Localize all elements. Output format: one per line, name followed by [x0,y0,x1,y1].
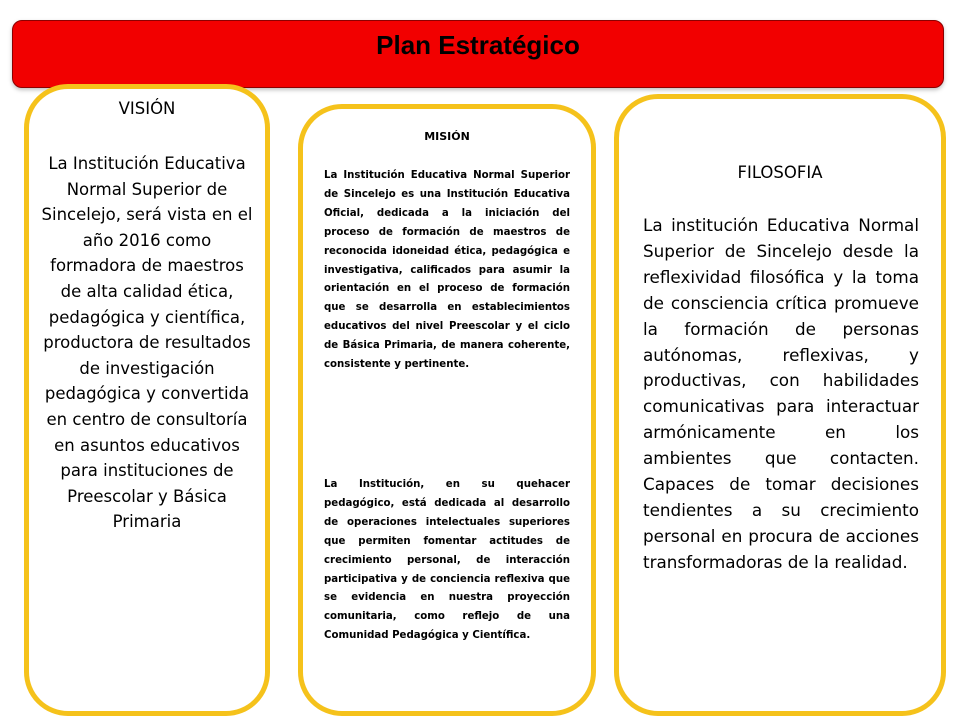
filosofia-card [614,94,946,716]
filosofia-heading: FILOSOFIA [737,163,823,182]
page-title: Plan Estratégico [376,30,580,60]
mision-card [298,104,596,716]
vision-body: La Institución Educativa Normal Superior de Sincelejo, será vista en el año 2016 como formadora de maestros de alta calidad ética, pedagógica y científica, productora de resultados de investigación pedagógica y convertida en centro de consultoría en asuntos educativos para instituciones de Preescolar y Básica Primaria [41,154,253,532]
vision-card [24,84,270,716]
mision-heading: MISIÓN [424,130,470,143]
filosofia-body: La institución Educativa Normal Superior de Sincelejo desde la reflexividad filosófica y la toma de consciencia crítica promueve la formación de personas autónomas, reflexivas, y productivas, con habilidades comunicativas para interactuar armónicamente en los ambientes que contacten. Capaces de tomar decisiones tendientes a su crecimiento personal en procura de acciones transformadoras de la realidad. [643,215,919,572]
vision-heading: VISIÓN [118,99,176,118]
title-banner [12,20,944,88]
mision-paragraph-1: La Institución Educativa Normal Superior de Sincelejo es una Institución Educativa Oficial, dedicada a la iniciación del proceso de formación de maestros de reconocida idoneidad ética, pedagógica e investigativa, calificados para asumir la orientación en el proceso de formación que se desarrolla en establecimientos educativos del nivel Preescolar y el ciclo de Básica Primaria, de manera coherente, consistente y pertinente. [324,170,570,371]
mision-paragraph-2: La Institución, en su quehacer pedagógico, está dedicada al desarrollo de operaciones intelectuales superiores que permiten fomentar actitudes de crecimiento personal, de interacción participativa y de conciencia reflexiva que se evidencia en nuestra proyección comunitaria, como reflejo de una Comunidad Pedagógica y Científica. [324,479,570,642]
